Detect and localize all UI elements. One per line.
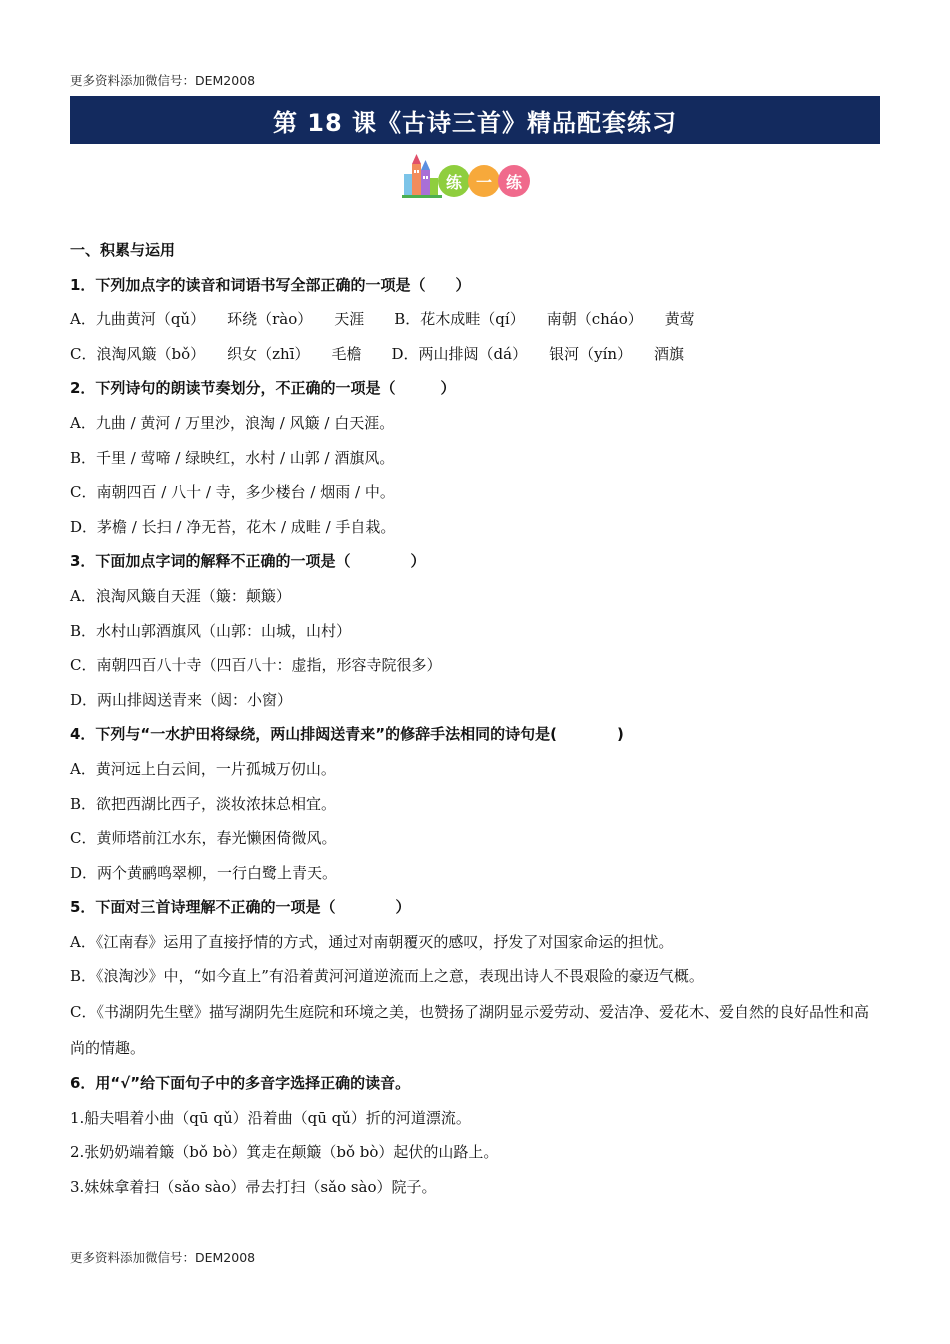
header-watermark: 更多资料添加微信号：DEM2008 — [70, 73, 256, 88]
q3-option-b: B．水村山郭酒旗风（山郭：山城，山村） — [70, 621, 352, 640]
q1-option: 天涯 — [334, 310, 365, 329]
practice-badge — [402, 152, 537, 200]
q2-option-a: A．九曲 / 黄河 / 万里沙，浪淘 / 风簸 / 白天涯。 — [70, 413, 395, 432]
q5-option-b: B．《浪淘沙》中，“如今直上”有沿着黄河河道逆流而上之意，表现出诗人不畏艰险的豪迈气概。 — [70, 967, 704, 986]
q1-option: 南朝（cháo） — [546, 310, 643, 329]
section-heading: 一、积累与运用 — [70, 241, 176, 259]
badge-char-2: 一 — [468, 165, 500, 197]
worksheet-content — [70, 233, 880, 1204]
title-banner — [70, 96, 880, 144]
page-title: 第 18 课《古诗三首》精品配套练习 — [272, 108, 678, 137]
question-2: 2．下列诗句的朗读节奏划分，不正确的一项是（ ） — [70, 379, 456, 398]
q4-option-b: B．欲把西湖比西子，淡妆浓抹总相宜。 — [70, 794, 337, 813]
question-4: 4．下列与“一水护田将绿绕，两山排闼送青来”的修辞手法相同的诗句是( ) — [70, 725, 624, 744]
q1-option: C．浪淘风簸（bǒ） — [70, 344, 206, 363]
q1-option: 毛檐 — [331, 344, 362, 363]
q5-option-c: C．《书湖阴先生壁》描写湖阴先生庭院和环境之美，也赞扬了湖阴显示爱劳动、爱洁净、爱花木、爱自然的良好品性和高尚的情趣。 — [70, 1003, 869, 1058]
q1-options-row-1 — [70, 302, 880, 337]
q1-option: 酒旗 — [654, 344, 685, 363]
q2-option-d: D．茅檐 / 长扫 / 净无苔，花木 / 成畦 / 手自栽。 — [70, 517, 396, 536]
footer-watermark: 更多资料添加微信号：DEM2008 — [70, 1250, 256, 1265]
q6-item-3: 3.妹妹拿着扫（sǎo sào）帚去打扫（sǎo sào）院子。 — [70, 1177, 437, 1196]
q3-option-a: A．浪淘风簸自天涯（簸：颠簸） — [70, 586, 291, 605]
q1-option: 银河（yín） — [549, 344, 633, 363]
q1-options-row-2 — [70, 337, 880, 372]
q3-option-c: C．南朝四百八十寺（四百八十：虚指，形容寺院很多） — [70, 656, 442, 675]
q1-option: A．九曲黄河（qǔ） — [70, 310, 206, 329]
q1-option: 环绕（rào） — [227, 310, 313, 329]
q1-option: 黄莺 — [664, 310, 695, 329]
badge-char-1: 练 — [438, 165, 470, 197]
q4-option-c: C．黄师塔前江水东，春光懒困倚微风。 — [70, 829, 337, 848]
q4-option-a: A．黄河远上白云间，一片孤城万仞山。 — [70, 759, 336, 778]
question-5: 5．下面对三首诗理解不正确的一项是（ ） — [70, 898, 411, 917]
q2-option-b: B．千里 / 莺啼 / 绿映红，水村 / 山郭 / 酒旗风。 — [70, 448, 395, 467]
q6-item-1: 1.船夫唱着小曲（qū qǔ）沿着曲（qū qǔ）折的河道漂流。 — [70, 1108, 471, 1127]
q3-option-d: D．两山排闼送青来（闼：小窗） — [70, 690, 293, 709]
q2-option-c: C．南朝四百 / 八十 / 寺，多少楼台 / 烟雨 / 中。 — [70, 483, 395, 502]
badge-char-3: 练 — [498, 165, 530, 197]
question-6: 6．用“√”给下面句子中的多音字选择正确的读音。 — [70, 1074, 411, 1093]
buildings-icon — [402, 152, 442, 200]
q5-option-a: A．《江南春》运用了直接抒情的方式，通过对南朝覆灭的感叹，抒发了对国家命运的担忧。 — [70, 932, 674, 951]
question-3: 3．下面加点字词的解释不正确的一项是（ ） — [70, 552, 426, 571]
q1-option: 织女（zhī） — [227, 344, 310, 363]
q6-item-2: 2.张奶奶端着簸（bǒ bò）箕走在颠簸（bǒ bò）起伏的山路上。 — [70, 1143, 499, 1162]
q4-option-d: D．两个黄鹂鸣翠柳，一行白鹭上青天。 — [70, 863, 338, 882]
q1-option: B．花木成畦（qí） — [394, 310, 525, 329]
q1-option: D．两山排闼（dá） — [391, 344, 528, 363]
question-1: 1．下列加点字的读音和词语书写全部正确的一项是（ ） — [70, 275, 471, 294]
